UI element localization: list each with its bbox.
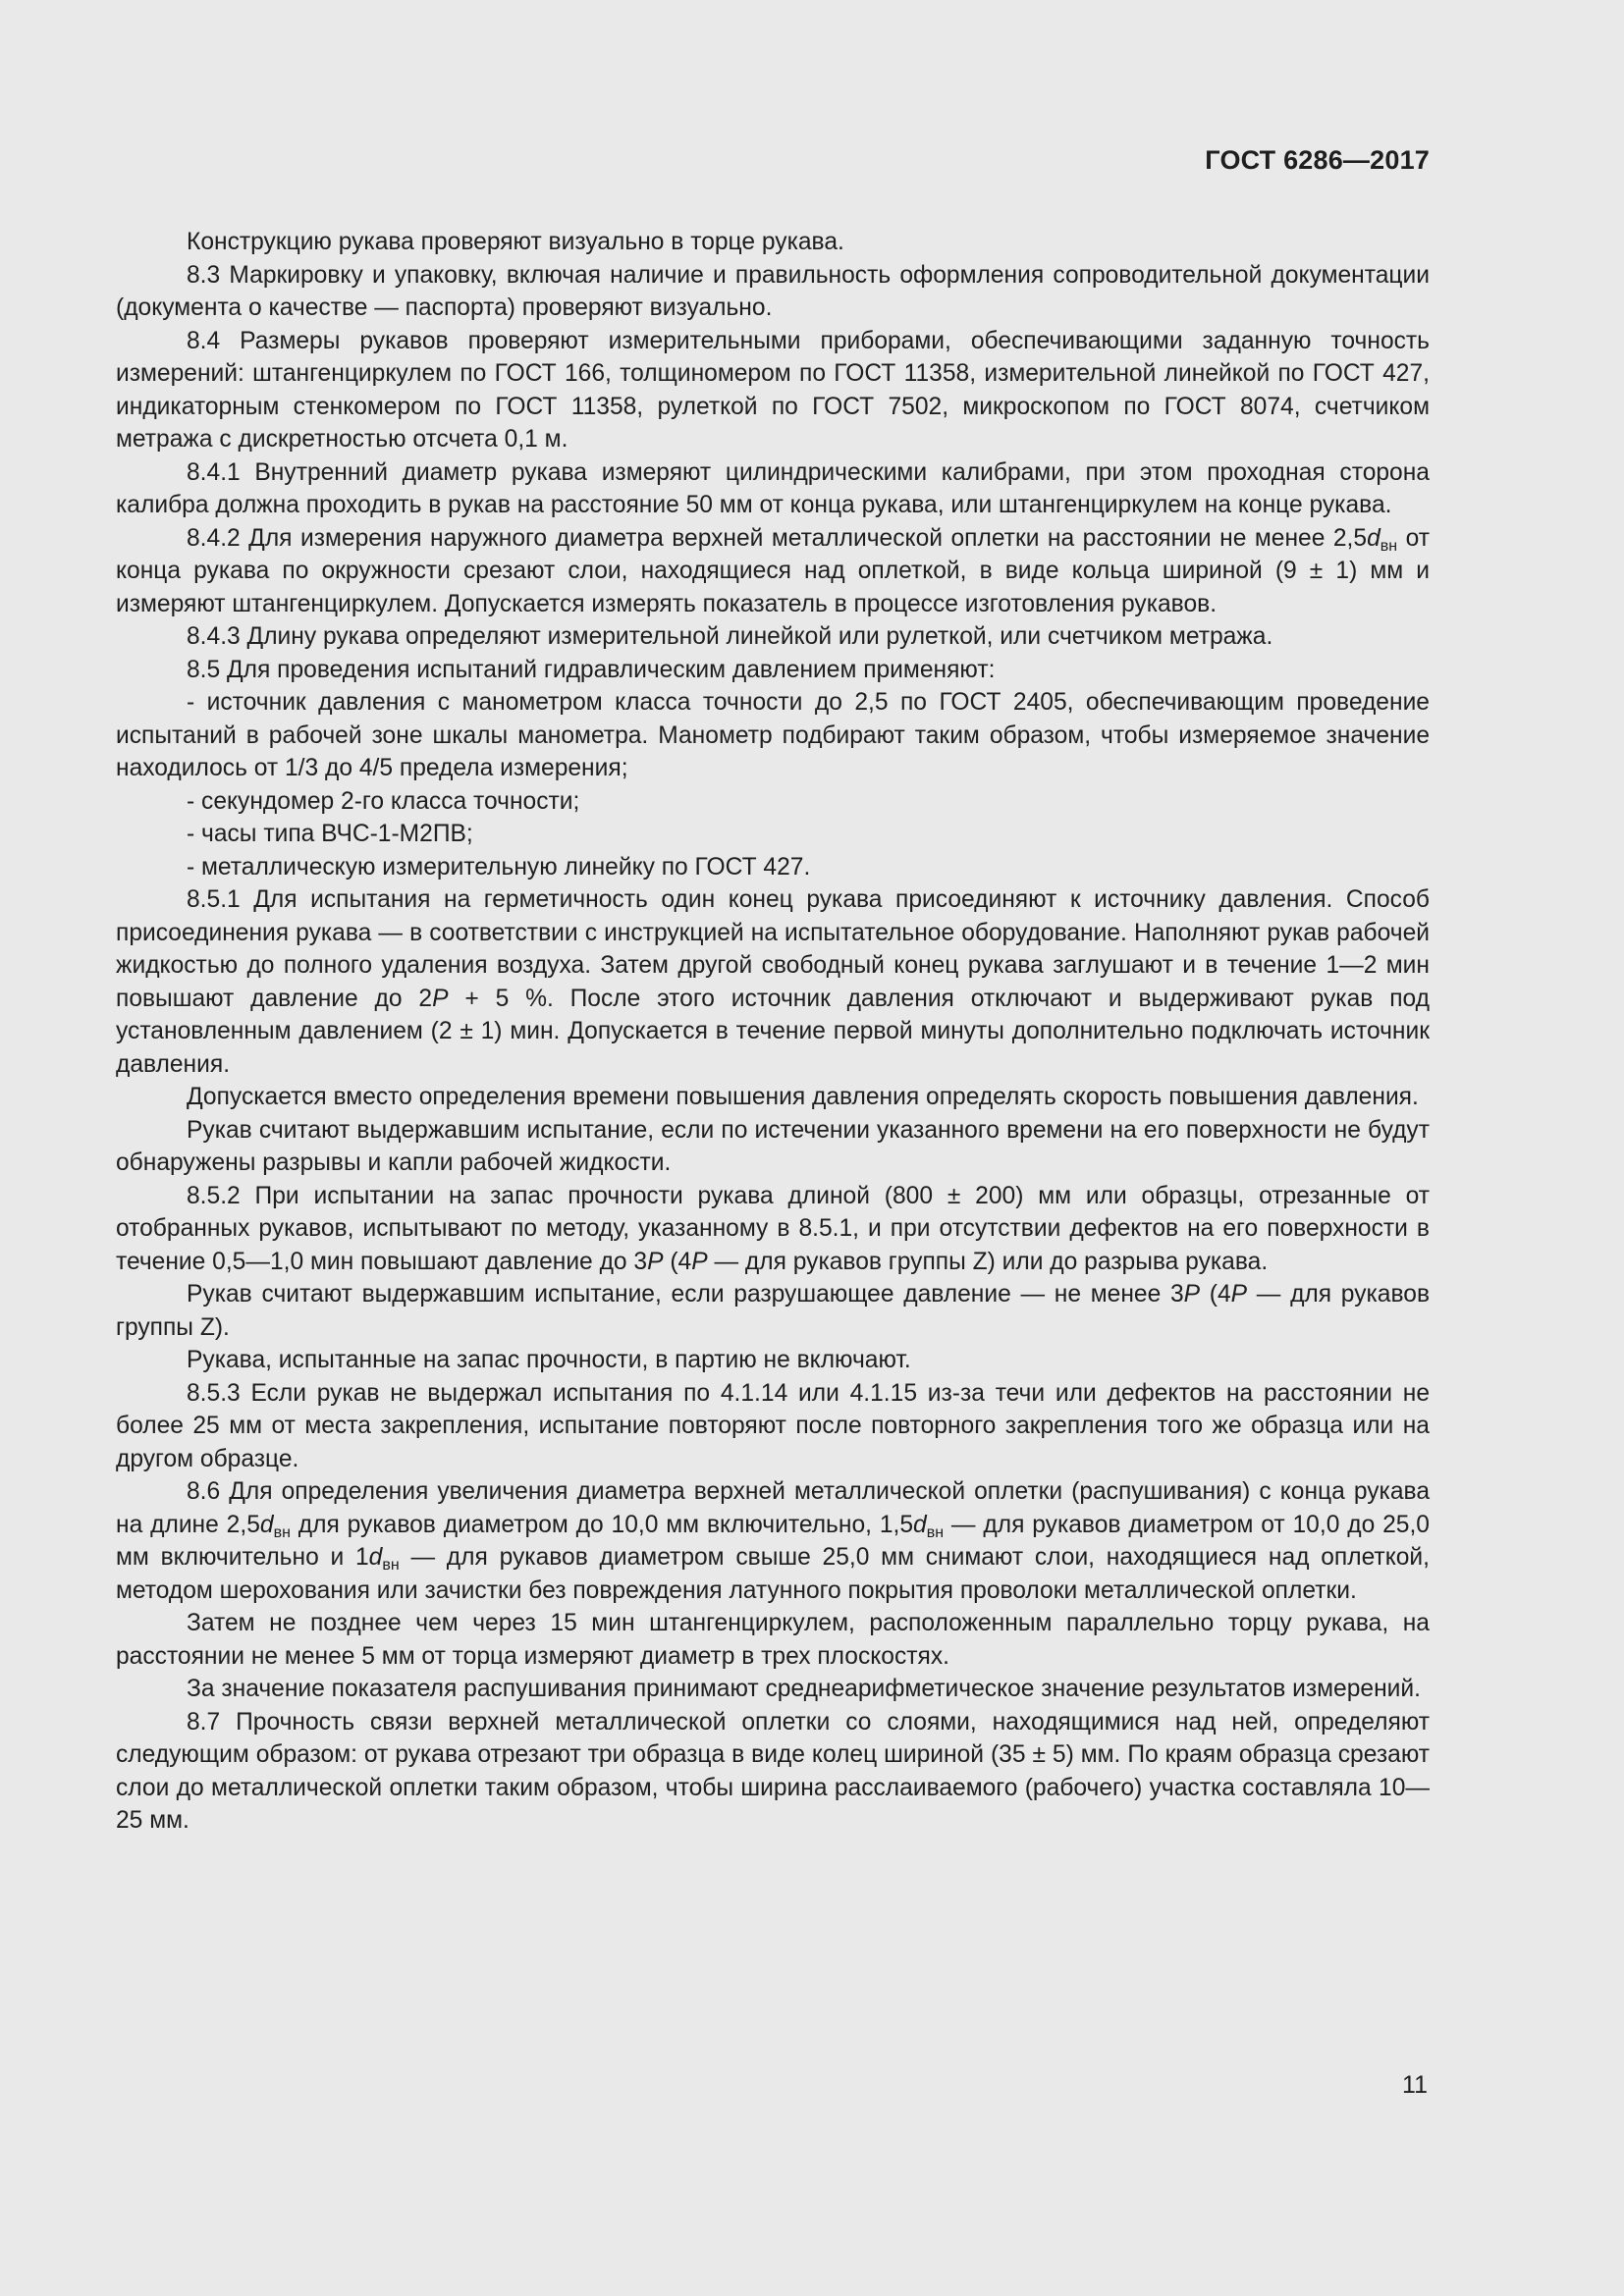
paragraph: 8.5 Для проведения испытаний гидравлическим давлением применяют: — [187, 656, 996, 683]
document-body — [116, 226, 1430, 1838]
text: (4 — [663, 1248, 692, 1275]
paragraph: 8.4.1 Внутренний диаметр рукава измеряют цилиндрическими калибрами, при этом проходная сторона калибра должна проходить в рукав на расстояние 50 мм от конца рукава, или штангенциркулем на конце рукава. — [116, 458, 1430, 518]
symbol-d: d — [1367, 524, 1380, 552]
paragraph: 8.7 Прочность связи верхней металлической оплетки со слоями, находящимися над ней, определяют следующим образом: от рукава отрезают три образца в виде колец шириной (35 ± 5) мм. По краям образца срезают слои до металлической оплетки таким образом, чтобы ширина расслаиваемого (рабочего) участка составляла 10—25 мм. — [116, 1708, 1430, 1834]
paragraph-8-5-1 — [116, 883, 1430, 1081]
paragraph: Затем не позднее чем через 15 мин штангенциркулем, расположенным параллельно торцу рукава, на расстоянии не менее 5 мм от торца измеряют диаметр в трех плоскостях. — [116, 1610, 1430, 1670]
paragraph-rupture — [116, 1278, 1430, 1344]
paragraph-8-5-2 — [116, 1180, 1430, 1279]
text: 8.5.2 При испытании на запас прочности рукава длиной (800 ± 200) мм или образцы, отрезанные от отобранных рукавов, испытывают по методу, указанному в 8.5.1, и при отсутствии дефектов на его поверхности в течение 0,5—1,0 мин повышают давление до 3 — [116, 1182, 1430, 1275]
symbol-p: P — [432, 985, 449, 1012]
text: 8.4.2 Для измерения наружного диаметра верхней металлической оплетки на расстоянии не менее 2,5 — [187, 524, 1368, 552]
symbol-d: d — [368, 1544, 383, 1571]
page-number: 11 — [1402, 2071, 1428, 2099]
text: + 5 %. После этого источник давления отключают и выдерживают рукав под установленным давлением (2 ± 1) мин. Допускается в течение первой минуты дополнительно подключать источник давления. — [116, 985, 1430, 1078]
list-item: - секундомер 2-го класса точности; — [187, 787, 580, 815]
subscript: вн — [1380, 537, 1398, 555]
text: 8.5.1 Для испытания на герметичность один конец рукава присоединяют к источнику давления. Способ присоединения рукава — в соответствии с инструкцией на испытательное оборудование. Наполняют рукав рабочей жидкостью до полного удаления воздуха. Затем другой свободный конец рукава заглушают и в течение 1—2 мин повышают давление до 2 — [116, 886, 1430, 1012]
paragraph: За значение показателя распушивания принимают среднеарифметическое значение результатов измерений. — [187, 1676, 1421, 1702]
text: (4 — [1200, 1281, 1231, 1308]
list-item: - источник давления с манометром класса точности до 2,5 по ГОСТ 2405, обеспечивающим проведение испытаний в рабочей зоне шкалы манометра. Манометр подбирают таким образом, чтобы измеряемое значение находилось от 1/3 до 4/5 предела измерения; — [116, 689, 1430, 781]
symbol-d: d — [913, 1511, 927, 1538]
text: — для рукавов группы Z). — [116, 1281, 1431, 1341]
text: — для рукавов диаметром свыше 25,0 мм снимают слои, находящиеся над оплеткой, методом шерохования или зачистки без повреждения латунного покрытия проволоки металлической оплетки. — [116, 1544, 1430, 1604]
paragraph: Допускается вместо определения времени повышения давления определять скорость повышения давления. — [187, 1084, 1419, 1110]
list-item: - металлическую измерительную линейку по ГОСТ 427. — [187, 853, 811, 881]
paragraph: 8.3 Маркировку и упаковку, включая наличие и правильность оформления сопроводительной документации (документа о качестве — паспорта) проверяют визуально. — [116, 261, 1430, 321]
paragraph: Конструкцию рукава проверяют визуально в торце рукава. — [187, 229, 844, 255]
paragraph: 8.5.3 Если рукав не выдержал испытания по 4.1.14 или 4.1.15 из-за течи или дефектов на расстоянии не более 25 мм от места закрепления, испытание повторяют после повторного закрепления того же образца или на другом образце. — [116, 1379, 1430, 1472]
list-item: - часы типа ВЧС-1-М2ПВ; — [187, 821, 473, 847]
subscript: вн — [382, 1557, 400, 1574]
text: — для рукавов диаметром от 10,0 до 25,0 мм включительно и 1 — [116, 1511, 1430, 1571]
text: — для рукавов группы Z) или до разрыва рукава. — [707, 1248, 1269, 1275]
text: 8.6 Для определения увеличения диаметра верхней металлической оплетки (распушивания) с конца рукава на длине 2,5 — [116, 1478, 1430, 1538]
symbol-d: d — [259, 1511, 274, 1538]
text: Рукав считают выдержавшим испытание, если разрушающее давление — не менее 3 — [187, 1281, 1184, 1308]
text: от конца рукава по окружности срезают слои, находящиеся над оплеткой, в виде кольца шириной (9 ± 1) мм и измеряют штангенциркулем. Допускается измерять показатель в процессе изготовления рукавов. — [116, 524, 1430, 617]
subscript: вн — [926, 1523, 945, 1541]
paragraph-8-6 — [116, 1475, 1430, 1607]
paragraph: Рукава, испытанные на запас прочности, в партию не включают. — [187, 1347, 911, 1373]
document-header: ГОСТ 6286—2017 — [1205, 145, 1430, 175]
text: для рукавов диаметром до 10,0 мм включительно, 1,5 — [290, 1511, 914, 1538]
paragraph: 8.4 Размеры рукавов проверяют измерительными приборами, обеспечивающими заданную точность измерений: штангенциркулем по ГОСТ 166, толщиномером по ГОСТ 11358, измерительной линейкой по ГОСТ 427, индикаторным стенкомером по ГОСТ 11358, рулеткой по ГОСТ 7502, микроскопом по ГОСТ 8074, счетчиком метража с дискретностью отсчета 0,1 м. — [116, 327, 1430, 453]
symbol-p: P — [647, 1248, 664, 1275]
symbol-p: P — [691, 1248, 708, 1275]
symbol-p: P — [1230, 1281, 1248, 1308]
paragraph: 8.4.3 Длину рукава определяют измерительной линейкой или рулеткой, или счетчиком метража. — [187, 623, 1273, 650]
paragraph: Рукав считают выдержавшим испытание, если по истечении указанного времени на его поверхности не будут обнаружены разрывы и капли рабочей жидкости. — [116, 1116, 1430, 1176]
subscript: вн — [273, 1523, 291, 1541]
symbol-p: P — [1183, 1281, 1201, 1308]
paragraph-8-4-2 — [116, 522, 1430, 621]
